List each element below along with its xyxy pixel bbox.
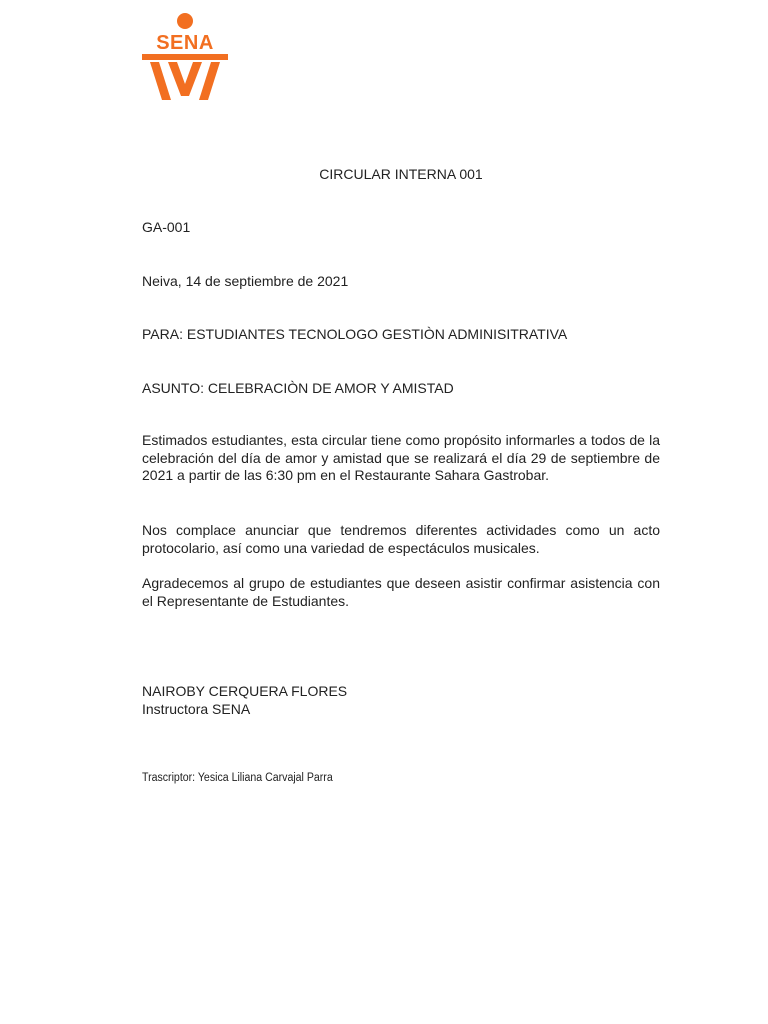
signer-name: NAIROBY CERQUERA FLORES [142, 683, 348, 699]
paragraph-3: Agradecemos al grupo de estudiantes que deseen asistir confirmar asistencia con el Representante de Estudiantes. [142, 575, 660, 609]
sena-logo-text: SENA [156, 32, 214, 54]
place-date: Neiva, 14 de septiembre de 2021 [142, 273, 349, 289]
sena-logo-graphic [140, 12, 230, 104]
paragraph-1: Estimados estudiantes, esta circular tiene como propósito informarles a todos de la celebración del día de amor y amistad que se realizará el día 29 de septiembre de 2021 a partir de las 6:30 pm en el Restaurante Sahara Gastrobar. [142, 432, 660, 483]
subject-line: ASUNTO: CELEBRACIÒN DE AMOR Y AMISTAD [142, 380, 454, 396]
paragraph-2: Nos complace anunciar que tendremos diferentes actividades como un acto protocolario, así como una variedad de espectáculos musicales. [142, 522, 660, 556]
recipient-line: PARA: ESTUDIANTES TECNOLOGO GESTIÒN ADMINISITRATIVA [142, 326, 568, 342]
document-title: CIRCULAR INTERNA 001 [319, 166, 483, 182]
sena-logo [140, 12, 230, 104]
signer-role: Instructora SENA [142, 701, 251, 717]
document-code: GA-001 [142, 219, 191, 235]
transcriber-note: Trascriptor: Yesica Liliana Carvajal Parra [142, 772, 333, 784]
